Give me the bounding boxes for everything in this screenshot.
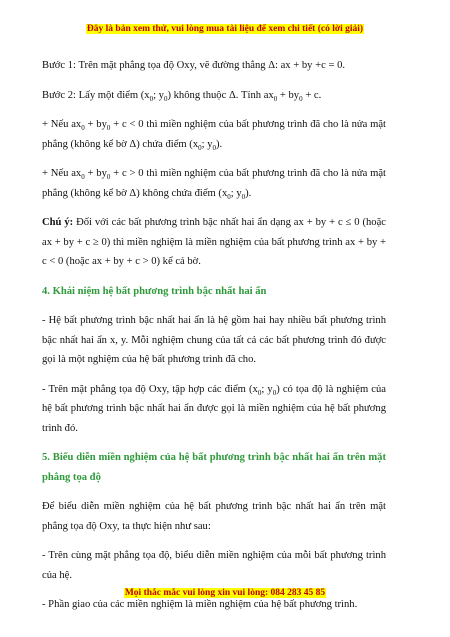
preview-notice xyxy=(0,24,450,34)
case-positive: + Nếu $ax_0 + by_0 + c > 0$ thì miền nghiệm của bất phương trình đã cho là nửa mặt phẳng (không kể bờ Δ) không chứa điểm ($x_0$; $y_0$). xyxy=(42,168,386,201)
section-4-para-1: - Hệ bất phương trình bậc nhất hai ẩn là hệ gồm hai hay nhiều bất phương trình bậc nhất hai ẩn x, y. Mỗi nghiệm chung của tất cả các bất phương trình đó được gọi là một nghiệm của hệ bất phương trình đã cho. xyxy=(42,315,386,365)
section-4-heading: 4. Khái niệm hệ bất phương trình bậc nhất hai ẩn xyxy=(42,285,267,297)
contact-footer xyxy=(0,588,450,598)
preview-notice-text: Đây là bản xem thử, vui lòng mua tài liệu để xem chi tiết (có lời giải) xyxy=(86,24,364,34)
case-negative: + Nếu $ax_0 + by_0 + c < 0$ thì miền nghiệm của bất phương trình đã cho là nửa mặt phẳng (không kể bờ Δ) chứa điểm ($x_0$; $y_0$). xyxy=(42,119,386,152)
step-2: Bước 2: Lấy một điểm ($x_0$; $y_0$) không thuộc Δ. Tính $ax_0 + by_0 + c$. xyxy=(42,89,322,103)
section-5-para-3: - Phần giao của các miền nghiệm là miền nghiệm của hệ bất phương trình. xyxy=(42,599,358,610)
section-5-para-2: - Trên cùng mặt phẳng tọa độ, biểu diễn miền nghiệm của mỗi bất phương trình của hệ. xyxy=(42,550,386,581)
section-5-heading: 5. Biểu diễn miền nghiệm của hệ bất phương trình bậc nhất hai ẩn trên mặt phẳng tọa độ xyxy=(42,452,386,483)
step-1: Bước 1: Trên mặt phẳng tọa độ Oxy, vẽ đường thẳng Δ: ax + by +c = 0. xyxy=(42,60,346,71)
note-paragraph xyxy=(42,213,386,272)
note-label: Chú ý: xyxy=(42,217,74,228)
document-body xyxy=(42,56,386,625)
section-5-para-1: Để biểu diễn miền nghiệm của hệ bất phương trình bậc nhất hai ẩn trên mặt phẳng tọa độ Oxy, ta thực hiện như sau: xyxy=(42,501,386,532)
section-4-para-2: - Trên mặt phẳng tọa độ Oxy, tập hợp các điểm ($x_0$; $y_0$) có tọa độ là nghiệm của hệ bất phương trình bậc nhất hai ẩn được gọi là miền nghiệm của hệ bất phương trình đó. xyxy=(42,383,386,434)
contact-footer-text: Mọi thắc mắc vui lòng xin vui lòng: 084 283 45 85 xyxy=(124,588,326,598)
note-text: Đối với các bất phương trình bậc nhất hai ẩn dạng ax + by + c ≤ 0 (hoặc ax + by + c ≥ 0) thì miền nghiệm là miền nghiệm của bất phương trình ax + by + c < 0 (hoặc ax + by + c > 0) kể cả bờ. xyxy=(42,217,386,267)
